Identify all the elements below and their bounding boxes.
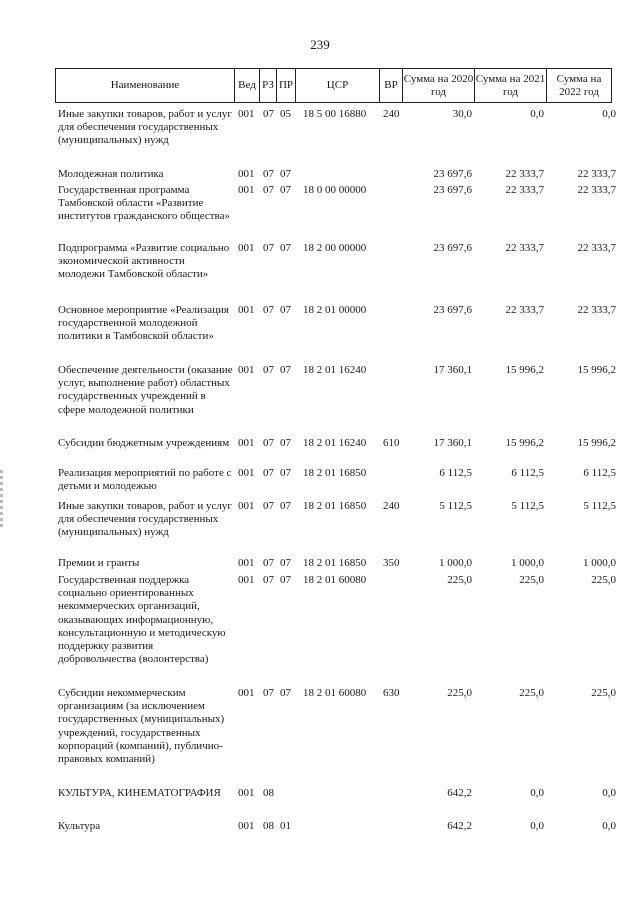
cell-s2022: 22 333,7 [577, 304, 616, 316]
cell-name: Иные закупки товаров, работ и услуг для обеспечения государственных (муниципальных) нужд [58, 500, 232, 539]
cell-s2020: 23 697,6 [433, 304, 472, 316]
cell-ved: 001 [238, 108, 255, 120]
cell-s2022: 1 000,0 [583, 557, 616, 569]
cell-s2020: 642,2 [447, 820, 472, 832]
cell-pr: 05 [280, 108, 291, 120]
cell-ved: 001 [238, 687, 255, 699]
cell-ved: 001 [238, 437, 255, 449]
cell-s2020: 17 360,1 [433, 364, 472, 376]
cell-csr: 18 2 01 16240 [303, 364, 367, 376]
cell-pr: 07 [280, 304, 291, 316]
cell-s2021: 225,0 [519, 574, 544, 586]
cell-s2020: 6 112,5 [439, 467, 472, 479]
cell-rz: 07 [263, 437, 274, 449]
cell-s2021: 0,0 [530, 820, 544, 832]
cell-rz: 07 [263, 574, 274, 586]
cell-s2021: 22 333,7 [505, 242, 544, 254]
cell-s2022: 225,0 [591, 574, 616, 586]
cell-s2021: 0,0 [530, 108, 544, 120]
cell-ved: 001 [238, 820, 255, 832]
cell-name: Молодежная политика [58, 168, 164, 180]
cell-s2022: 22 333,7 [577, 168, 616, 180]
cell-name: Субсидии бюджетным учреждениям [58, 437, 230, 449]
cell-rz: 07 [263, 467, 274, 479]
cell-rz: 07 [263, 364, 274, 376]
cell-s2022: 15 996,2 [577, 437, 616, 449]
cell-ved: 001 [238, 242, 255, 254]
cell-ved: 001 [238, 787, 255, 799]
scan-margin-mark [0, 470, 3, 530]
cell-name: Культура [58, 820, 101, 832]
cell-s2022: 22 333,7 [577, 242, 616, 254]
cell-rz: 07 [263, 557, 274, 569]
cell-csr: 18 2 01 60080 [303, 687, 367, 699]
cell-s2020: 1 000,0 [439, 557, 472, 569]
cell-rz: 07 [263, 168, 274, 180]
cell-s2021: 15 996,2 [505, 364, 544, 376]
cell-pr: 07 [280, 687, 291, 699]
cell-s2022: 22 333,7 [577, 184, 616, 196]
cell-s2021: 6 112,5 [511, 467, 544, 479]
cell-name: Иные закупки товаров, работ и услуг для обеспечения государственных (муниципальных) нужд [58, 108, 232, 147]
cell-s2021: 15 996,2 [505, 437, 544, 449]
cell-pr: 07 [280, 500, 291, 512]
cell-s2020: 17 360,1 [433, 437, 472, 449]
cell-s2021: 22 333,7 [505, 184, 544, 196]
cell-csr: 18 2 00 00000 [303, 242, 367, 254]
cell-name: КУЛЬТУРА, КИНЕМАТОГРАФИЯ [58, 787, 221, 799]
cell-s2022: 5 112,5 [583, 500, 616, 512]
cell-s2021: 1 000,0 [511, 557, 544, 569]
cell-csr: 18 0 00 00000 [303, 184, 367, 196]
cell-s2022: 0,0 [602, 820, 616, 832]
cell-pr: 07 [280, 574, 291, 586]
cell-csr: 18 2 01 16240 [303, 437, 367, 449]
cell-name: Государственная поддержка социально ориентированных некоммерческих организаций, оказывающих информационную, консультационную и методическую поддержку развития добровольчества (волонтерства) [58, 574, 226, 666]
cell-rz: 07 [263, 108, 274, 120]
header-sum-2022: Сумма на 2022 год [546, 68, 612, 103]
cell-s2020: 23 697,6 [433, 168, 472, 180]
cell-name: Премии и гранты [58, 557, 140, 569]
cell-csr: 18 2 01 60080 [303, 574, 367, 586]
cell-pr: 07 [280, 242, 291, 254]
cell-s2021: 225,0 [519, 687, 544, 699]
cell-rz: 08 [263, 787, 274, 799]
cell-s2021: 22 333,7 [505, 168, 544, 180]
cell-s2020: 23 697,6 [433, 184, 472, 196]
cell-name: Подпрограмма «Развитие социально экономической активности молодежи Тамбовской области» [58, 242, 230, 281]
cell-csr: 18 5 00 16880 [303, 108, 367, 120]
cell-pr: 07 [280, 364, 291, 376]
cell-name: Реализация мероприятий по работе с детьми и молодежью [58, 467, 232, 493]
header-sum-2021: Сумма на 2021 год [474, 68, 547, 103]
header-ved: Вед [234, 68, 260, 103]
cell-vr: 610 [383, 437, 400, 449]
cell-s2021: 22 333,7 [505, 304, 544, 316]
cell-s2021: 0,0 [530, 787, 544, 799]
cell-vr: 240 [383, 108, 400, 120]
cell-csr: 18 2 01 16850 [303, 467, 367, 479]
header-rz: РЗ [259, 68, 277, 103]
cell-rz: 07 [263, 687, 274, 699]
cell-ved: 001 [238, 500, 255, 512]
cell-csr: 18 2 01 16850 [303, 500, 367, 512]
cell-rz: 07 [263, 184, 274, 196]
cell-rz: 07 [263, 500, 274, 512]
cell-s2022: 0,0 [602, 108, 616, 120]
cell-s2020: 23 697,6 [433, 242, 472, 254]
cell-name: Субсидии некоммерческим организациям (за исключением государственных (муниципальных) учреждений, государственных корпораций (компаний), публично-правовых компаний) [58, 687, 225, 766]
header-vr: ВР [379, 68, 403, 103]
cell-ved: 001 [238, 364, 255, 376]
cell-vr: 630 [383, 687, 400, 699]
cell-pr: 07 [280, 467, 291, 479]
cell-ved: 001 [238, 304, 255, 316]
header-name: Наименование [55, 68, 235, 103]
cell-pr: 07 [280, 437, 291, 449]
cell-s2022: 6 112,5 [583, 467, 616, 479]
cell-s2022: 0,0 [602, 787, 616, 799]
cell-ved: 001 [238, 184, 255, 196]
cell-csr: 18 2 01 16850 [303, 557, 367, 569]
cell-name: Обеспечение деятельности (оказание услуг, выполнение работ) областных государственных учреждений в сфере молодежной политики [58, 364, 233, 416]
cell-ved: 001 [238, 467, 255, 479]
header-sum-2020: Сумма на 2020 год [402, 68, 475, 103]
cell-ved: 001 [238, 557, 255, 569]
cell-s2022: 15 996,2 [577, 364, 616, 376]
cell-rz: 07 [263, 304, 274, 316]
cell-vr: 240 [383, 500, 400, 512]
cell-rz: 07 [263, 242, 274, 254]
cell-pr: 07 [280, 557, 291, 569]
header-pr: ПР [276, 68, 296, 103]
table-header [55, 68, 636, 103]
cell-s2020: 30,0 [452, 108, 472, 120]
cell-name: Основное мероприятие «Реализация государственной молодежной политики в Тамбовской области» [58, 304, 229, 343]
cell-ved: 001 [238, 574, 255, 586]
cell-csr: 18 2 01 00000 [303, 304, 367, 316]
cell-pr: 07 [280, 168, 291, 180]
cell-pr: 01 [280, 820, 291, 832]
cell-s2020: 225,0 [447, 687, 472, 699]
header-csr: ЦСР [295, 68, 380, 103]
cell-vr: 350 [383, 557, 400, 569]
cell-s2020: 5 112,5 [439, 500, 472, 512]
cell-s2022: 225,0 [591, 687, 616, 699]
cell-s2020: 225,0 [447, 574, 472, 586]
cell-rz: 08 [263, 820, 274, 832]
cell-s2020: 642,2 [447, 787, 472, 799]
cell-s2021: 5 112,5 [511, 500, 544, 512]
page-number: 239 [310, 37, 330, 52]
cell-name: Государственная программа Тамбовской области «Развитие институтов гражданского общества» [58, 184, 230, 223]
cell-pr: 07 [280, 184, 291, 196]
cell-ved: 001 [238, 168, 255, 180]
